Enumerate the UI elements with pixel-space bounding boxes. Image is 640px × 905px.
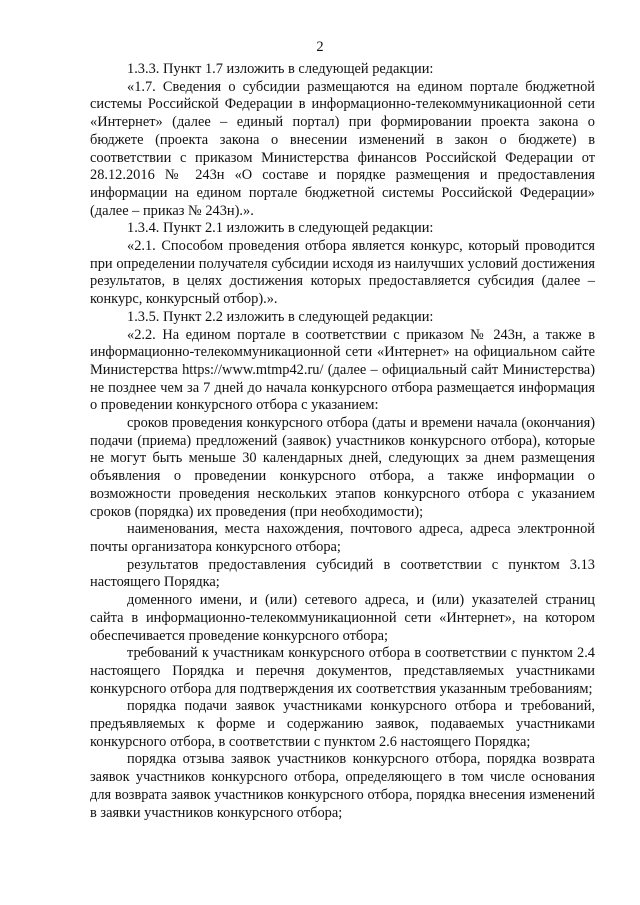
paragraph-list-item: доменного имени, и (или) сетевого адреса, и (или) указателей страниц сайта в информационно-телекоммуникационной сети «Интернет», на котором обеспечивается проведение конкурсного отбора; xyxy=(90,592,595,644)
page-number: 2 xyxy=(316,39,324,55)
paragraph-list-item: порядка подачи заявок участниками конкурсного отбора и требований, предъявляемых к форме и содержанию заявок, подаваемых участниками конкурсного отбора, в соответствии с пунктом 2.6 настоящего Порядка; xyxy=(90,698,595,750)
document-body xyxy=(90,61,595,822)
paragraph-list-item: результатов предоставления субсидий в соответствии с пунктом 3.13 настоящего Порядка; xyxy=(90,556,595,591)
paragraph-clause-1-3-3: 1.3.3. Пункт 1.7 изложить в следующей редакции: xyxy=(127,61,434,77)
paragraph-list-item: порядка отзыва заявок участников конкурсного отбора, порядка возврата заявок участников конкурсного отбора, определяющего в том числе основания для возврата заявок участников конкурсного отбора, порядка внесения изменений в заявки участников конкурсного отбора; xyxy=(90,751,595,821)
paragraph-clause-2-2-text: «2.2. На едином портале в соответствии с приказом № 243н, а также в информационно-телекоммуникационной сети «Интернет» на официальном сайте Министерства https://www.mtmp42.ru/ (далее – официальный сайт Министерства) не позднее чем за 7 дней до начала конкурсного отбора размещается информация о проведении конкурсного отбора с указанием: xyxy=(90,326,595,414)
paragraph-clause-2-1-text: «2.1. Способом проведения отбора является конкурс, который проводится при определении получателя субсидии исходя из наилучших условий достижения результатов, в целях достижения которых предоставляется субсидия (далее – конкурс, конкурсный отбор).». xyxy=(90,238,595,308)
paragraph-clause-1-7-text: «1.7. Сведения о субсидии размещаются на едином портале бюджетной системы Российской Федерации в информационно-телекоммуникационной сети «Интернет» (далее – единый портал) при формировании проекта закона о бюджете (проекта закона о внесении изменений в закон о бюджете) в соответствии с приказом Министерства финансов Российской Федерации от 28.12.2016 № 243н «О составе и порядке размещения и предоставления информации на едином портале бюджетной системы Российской Федерации» (далее – приказ № 243н).». xyxy=(90,78,595,219)
paragraph-clause-1-3-4: 1.3.4. Пункт 2.1 изложить в следующей редакции: xyxy=(127,220,434,237)
paragraph-list-item: сроков проведения конкурсного отбора (даты и времени начала (окончания) подачи (приема) предложений (заявок) участников конкурсного отбора), которые не могут быть меньше 30 календарных дней, следующих за днем размещения объявления о проведении конкурсного отбора, а также информации о возможности проведения нескольких этапов конкурсного отбора с указанием сроков (порядка) их проведения (при необходимости); xyxy=(90,415,595,520)
paragraph-list-item: наименования, места нахождения, почтового адреса, адреса электронной почты организатора конкурсного отбора; xyxy=(90,521,595,555)
paragraph-clause-1-3-5: 1.3.5. Пункт 2.2 изложить в следующей редакции: xyxy=(127,308,434,325)
paragraph-list-item: требований к участникам конкурсного отбора в соответствии с пунктом 2.4 настоящего Порядка и перечня документов, представляемых участниками конкурсного отбора для подтверждения их соответствия указанным требованиям; xyxy=(90,645,595,697)
